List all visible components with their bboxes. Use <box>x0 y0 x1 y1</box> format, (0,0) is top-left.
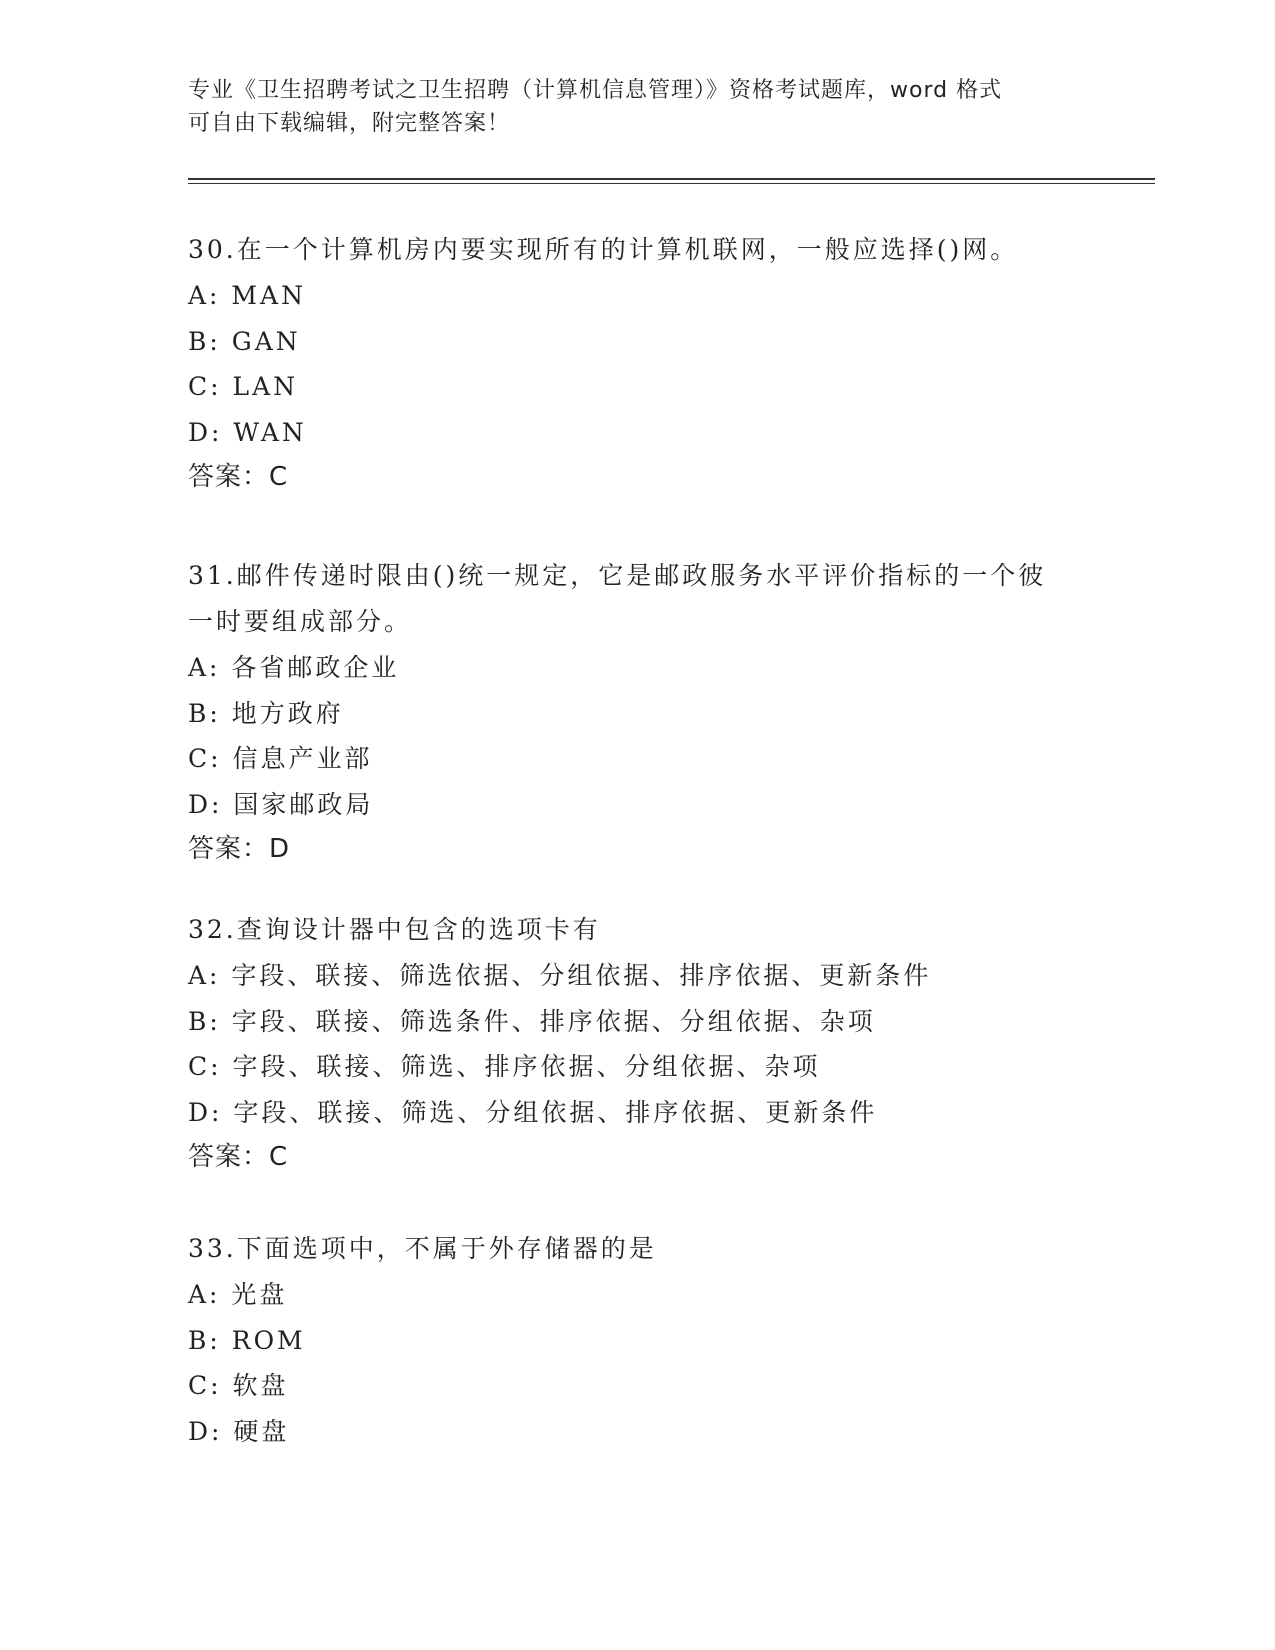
option-c: C: 信息产业部 <box>188 744 373 773</box>
option-b: B: GAN <box>188 326 301 356</box>
header-divider-thin <box>188 183 1155 184</box>
option-d: D: 硬盘 <box>188 1416 290 1446</box>
option-a: A: 字段、联接、筛选依据、分组依据、排序依据、更新条件 <box>188 961 932 990</box>
option-c: C: 软盘 <box>188 1371 289 1400</box>
question-stem: 31.邮件传递时限由()统一规定，它是邮政服务水平评价指标的一个彼一时要组成部分。 <box>188 561 1047 636</box>
question-32 <box>188 907 1088 1180</box>
option-d: D: WAN <box>188 417 307 447</box>
answer: 答案：C <box>188 462 289 492</box>
question-stem: 32.查询设计器中包含的选项卡有 <box>188 915 601 944</box>
question-stem: 30.在一个计算机房内要实现所有的计算机联网，一般应选择()网。 <box>188 235 1019 264</box>
option-d: D: 字段、联接、筛选、分组依据、排序依据、更新条件 <box>188 1097 878 1127</box>
option-b: B: ROM <box>188 1325 306 1355</box>
question-30 <box>188 227 1088 500</box>
option-d: D: 国家邮政局 <box>188 789 374 819</box>
option-a: A: 各省邮政企业 <box>188 653 400 682</box>
answer: 答案：C <box>188 1142 289 1172</box>
question-stem: 33.下面选项中，不属于外存储器的是 <box>188 1234 657 1263</box>
option-a: A: 光盘 <box>188 1280 288 1309</box>
header-line-1: 专业《卫生招聘考试之卫生招聘（计算机信息管理）》资格考试题库，word 格式 <box>188 78 1003 103</box>
question-31 <box>188 553 1088 872</box>
answer: 答案：D <box>188 834 291 864</box>
header-line-2: 可自由下载编辑，附完整答案！ <box>188 111 511 136</box>
question-33 <box>188 1226 1088 1454</box>
header-divider <box>188 178 1155 180</box>
option-b: B: 字段、联接、筛选条件、排序依据、分组依据、杂项 <box>188 1006 876 1036</box>
option-c: C: 字段、联接、筛选、排序依据、分组依据、杂项 <box>188 1052 821 1081</box>
option-a: A: MAN <box>188 281 306 310</box>
document-header <box>188 74 1088 140</box>
option-c: C: LAN <box>188 372 299 401</box>
option-b: B: 地方政府 <box>188 698 344 728</box>
